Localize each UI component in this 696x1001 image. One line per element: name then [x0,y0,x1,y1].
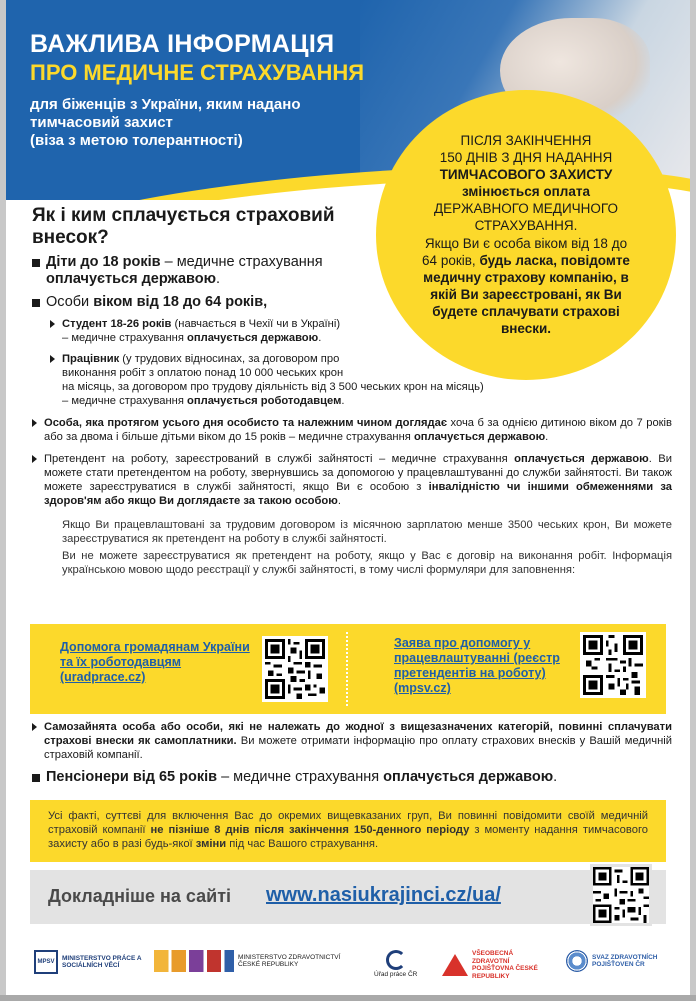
qr-links-band [30,624,666,714]
list-item-pensioners [32,769,672,786]
student-text: (навчається в Чехії чи в Україні) [171,318,341,330]
circle-line: ПІСЛЯ ЗАКІНЧЕННЯ [460,132,592,148]
list-item-jobseeker [32,452,672,508]
adults-label: віком від 18 до 64 років, [93,294,268,310]
mzcr-logo-icon [154,950,234,972]
carer-end: . [545,431,549,443]
circle-line: ТИМЧАСОВОГО ЗАХИСТУ [439,166,613,182]
worker-line4: – медичне страхування [62,395,188,407]
mpsv-logo-icon: MPSV [34,950,58,974]
jobseeker-payer: оплачується державою [514,453,649,465]
section-heading: Як і ким сплачується страховий внесок? [32,205,335,248]
children-text: – медичне страхування [160,254,323,270]
szp-logo-icon [566,950,588,972]
pensioners-end: . [553,769,558,785]
children-end: . [216,271,221,287]
logo-mpsv [34,950,152,974]
worker-text: (у трудових відносинах, за договором про [119,353,340,365]
footer-logos [30,944,670,984]
main-content-lower [32,720,672,792]
qr-code-icon [590,864,652,926]
flyer-page [6,0,690,995]
worker-line3: на місяць, за договором про трудову діяльність від 3 500 чеських крон на місяць) [62,381,484,393]
logo-mzcr-text: MINISTERSTVO ZDRAVOTNICTVÍ ČESKÉ REPUBLIKY [238,953,341,968]
carer-payer: оплачується державою [413,431,546,443]
self-employed-text: Ви можете отримати інформацію про оплату страхових внесків у Вашій медичній страховій компанії. [44,735,672,761]
circle-lower-b: від 18 до 64 років, [422,235,628,268]
circle-lower-a: Якщо Ви є особа віком [424,235,568,251]
circle-line: 150 ДНІВ З ДНЯ НАДАННЯ [439,149,613,165]
notice-text: під час Вашого страхування. [226,838,379,850]
header-description [30,96,390,150]
children-label: Діти до 18 років [46,254,161,270]
list-item-self-employed [32,720,672,762]
qr-divider [346,632,348,706]
circle-line: ДЕРЖАВНОГО МЕДИЧНОГО [434,200,618,216]
circle-line: змінюється оплата [462,183,590,199]
logo-szp-text: SVAZ ZDRAVOTNÍCH POJIŠŤOVEN ČR [592,953,658,968]
more-info-bar [30,870,666,924]
page-title: ВАЖЛИВА ІНФОРМАЦІЯ [30,30,335,58]
qr-code-icon [580,632,646,698]
student-line2: – медичне страхування [62,332,188,344]
header-desc-line: тимчасовий захист [30,114,173,131]
notice-change: зміни [195,838,227,850]
page-subtitle: ПРО МЕДИЧНЕ СТРАХУВАННЯ [30,60,365,85]
jobseeker-disability: інвалідністю чи іншими обмеженнями за здоров'ям або якщо Ви доглядаєте за такою особою [44,481,672,507]
vzp-logo-icon [442,954,468,976]
header-desc-line: (віза з метою толерантності) [30,132,243,149]
info-paragraph: Ви не можете зареєструватися як претендент на роботу, якщо у Вас є договір на виконання робіт. Інформація українською мовою щодо реєстрації у службі зайнятості, в тому числі формуляри для заповнення: [62,550,672,576]
logo-up [374,950,417,979]
logo-szp [566,950,662,972]
worker-line2: виконання робіт з оплатою понад 10 000 чеських крон [62,367,344,379]
pensioners-label: Пенсіонери від 65 років [46,769,218,785]
notice-text: Усі факті, суттєві для включення Вас до окремих вищевказаних груп, Ви повинні повідомити своїй медичній страховій компанії [48,810,648,836]
qr-code-icon [262,636,328,702]
student-end: . [318,332,322,344]
circle-upper-text [434,132,618,234]
pensioners-text: – медичне страхування [217,769,384,785]
worker-end: . [341,395,345,407]
notice-deadline: не пізніше 8 днів після закінчення 150-денного періоду [150,824,470,836]
jobseeker-end: . [337,495,341,507]
pensioners-payer: оплачується державою [383,769,554,785]
logo-mpsv-text: MINISTERSTVO PRÁCE A SOCIÁLNÍCH VĚCÍ [62,954,142,969]
notice-box [30,800,666,862]
list-item-adults [32,294,362,311]
children-payer: оплачується державою [46,271,217,287]
circle-line: СТРАХУВАННЯ. [474,217,578,233]
student-payer: оплачується державою [187,332,319,344]
more-info-label: Докладніше на сайті [48,886,232,906]
student-label: Студент 18-26 років [62,318,172,330]
up-logo-icon [386,950,406,970]
logo-vzp-text: VŠEOBECNÁ ZDRAVOTNÍ POJIŠŤOVNA ČESKÉ REPUBLIKY [472,950,538,980]
header-desc-line: для біженців з України, яким надано [30,96,301,113]
info-paragraph: Якщо Ви працевлаштовані за трудовим договором із місячною зарплатою менше 3500 чеських крон, Ви можете зареєструватися як претендент на роботу в службі зайнятості. [62,519,672,545]
carer-label: Особа, яка протягом усього дня особисто та належним чином доглядає [44,417,448,429]
notice-text: з моменту надання тимчасового захисту або в разі будь-якої [48,824,649,850]
list-item-children [32,254,362,288]
logo-up-text: Úřad práce ČR [374,971,418,978]
list-item-worker [50,352,610,408]
bottom-scrollbar [0,995,696,1001]
main-content [32,254,672,580]
list-item-student [50,317,390,345]
uradprace-link[interactable]: Допомога громадянам України та їх роботодавцям (uradprace.cz) [60,640,250,684]
worker-payer: оплачується роботодавцем [187,395,342,407]
jobseeker-text: Претендент на роботу, зареєстрований в службі зайнятості – медичне страхування [44,453,515,465]
logo-mzcr [154,950,348,972]
jobseeker-rest: . Ви можете стати претендентом на роботу, звернувшись за допомогою у працевлаштуванні до служби зайнятості. Ви також можете зареєструватися в службі зайнятості, якщо Ви є особою з [44,453,672,493]
self-employed-label: Самозайнята особа або особи, які не належать до жодної з вищезазначених категорій, повинні сплачувати страхові внески як самоплатники. [44,721,672,747]
list-item-carer [32,416,672,444]
circle-lower-c: будь ласка, повідомте медичну страхову компанію, в якій Ви зареєстровані, як Ви будете сплачувати страхові внески. [423,252,630,336]
carer-text: хоча б за однією дитиною віком до 7 років або за двома і більше дітьми віком до 15 років – медичне страхування [44,417,672,443]
website-link[interactable]: www.nasiukrajinci.cz/ua/ [266,884,501,906]
mpsv-link[interactable]: Заява про допомогу у працевлаштуванні (реєстр претендентів на роботу) (mpsv.cz) [394,636,560,695]
worker-label: Працівник [62,353,120,365]
adults-text: Особи [46,294,94,310]
logo-vzp [442,950,548,980]
